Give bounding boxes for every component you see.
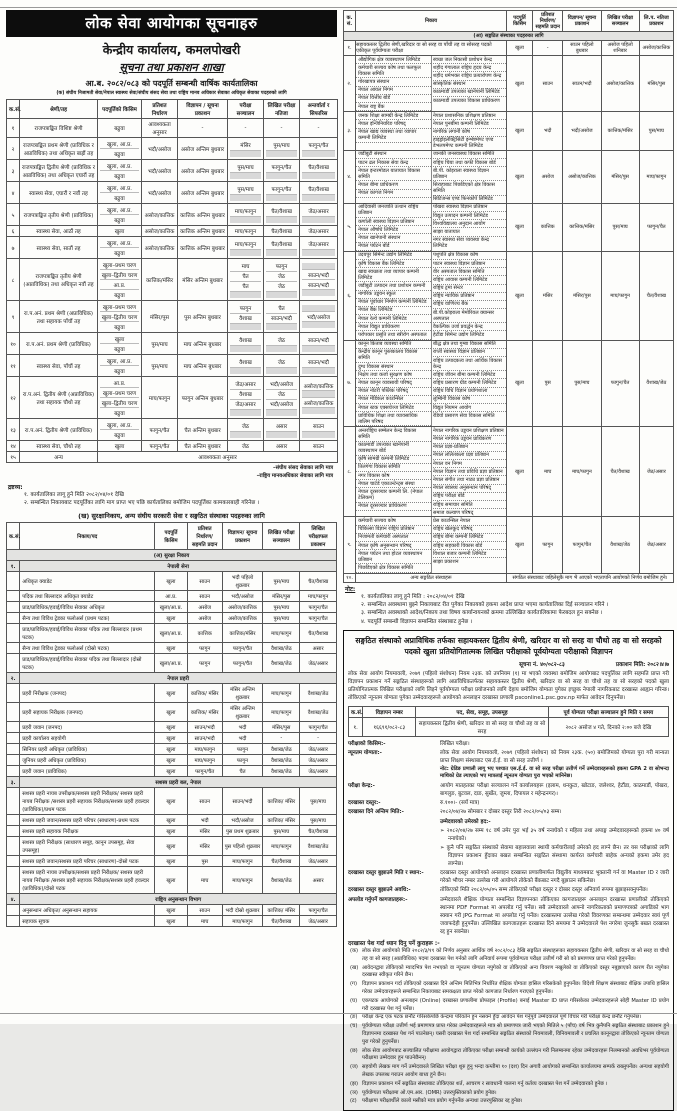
column-header: पद, सेवा, समूह, उपसमूह <box>416 706 548 717</box>
column-header: विज्ञापन नम्बर <box>363 706 416 717</box>
advert-row: १. १६६९१/०८२-८३ सहायकस्तर द्वितीय श्रेणी, खरिदार वा सो सरह वा चौथो तह वा सो सरह २०८२ असोज ४ गते, दिनको २:०० बजे देखि <box>349 717 669 736</box>
header-row <box>7 100 338 119</box>
column-header: लिखित परीक्षा सञ्चालन <box>263 523 300 550</box>
table-row: ८. अन्तर्राष्ट्रिय सम्मेलन केन्द्र विकास समिति काठमाडौं उपत्यका खानेपानी व्यवस्थापन बोर्ड कृषि सामग्री कम्पनी लिमिटेड तिलगंगा विकास समिति नगर विकास कोष नेपाल चार्टर्ड एकाउन्टेन्ट्स संस्था नेपाल दूरसञ्चार कम्पनी लि. (नेपाल टेलिकम) नेपाल दूरसञ्चार प्राधिकरण नेपाल नागरिक उड्डयन प्रशिक्षण प्रतिष्ठान नेपाल नागरिक उड्डयन प्राधिकरण नेपाल प्रज्ञा-प्रतिष्ठान नेपाल ललितकला प्रज्ञा प्रतिष्ठान नेपाल वन निगम नेपाल विज्ञान तथा प्रविधि प्रज्ञा प्रतिष्ठान नेपाल संगीत तथा नाट्य प्रज्ञा प्रतिष्ठान नेपाल स्वास्थ्य अनुसन्धान परिषद् राष्ट्रिय परीक्षा बोर्ड राष्ट्रिय समाचार समिति समाज कल्याण परिषद् खुला माघ माघ/फागुन चैत/वैशाख जेठ/असार <box>344 427 674 517</box>
table-row: ९. कर्मचारी सञ्चय कोष चिकित्सा विज्ञान राष्ट्रिय प्रतिष्ठान निजामती कर्मचारी अस्पताल नेपाल कृषि अनुसन्धान परिषद् नेपाल पर्यटन तथा होटल व्यवस्थापन प्रतिष्ठान पिछडिएको क्षेत्र विकास समिति प्रेस काउन्सिल नेपाल राष्ट्रिय खेलकुद परिषद् राष्ट्रिय बीमा कम्पनी लिमिटेड राष्ट्रिय सहकारी विकास बोर्ड विशाल बजार कम्पनी लिमिटेड साझा प्रकाशन खुला फागुन फागुन/चैत वैशाख/जेठ जेठ/असार <box>344 517 674 573</box>
table-row: ९ रा.प.अनं. प्रथम श्रेणी (अप्राविधिक) तथा सहायक पाँचौं तह खुला–प्रथम चरण खुला–द्वितीय चरण बढुवा मंसिर/पुस पुस अन्तिम बुधबार फागुन वैशाख चैत साउन/भदौ भदौ/असोज <box>7 301 338 333</box>
left-column <box>6 10 337 1111</box>
table-row: प्रहरी निरीक्षक (जनपद) खुला कात्तिक/ मंसिर मंसिर अन्तिम शुक्रबार माघ/फागुन वैशाख/जेठ <box>7 684 337 703</box>
column-header: लिखित परीक्षा नतिजा <box>264 100 300 119</box>
notice-details <box>348 740 669 937</box>
section-a-note: (क) संघीय निजामती सेवा/नेपाल स्वास्थ्य सेवा/संघीय संसद सेवा तथा राष्ट्रिय मानव अधिकार सेवाका अधिकृत सेवाका पदहरुको लागि <box>56 91 287 96</box>
table-row: १ राजपत्राङ्कित विशिष्ट श्रेणी बढुवा आवश्यकता अनुसार - - - - <box>7 119 338 138</box>
organized-institutions-table-c <box>343 10 674 583</box>
header-row <box>344 11 674 32</box>
table-row: सशस्त्र प्रहरी नायब उपरीक्षक/सशस्त्र प्रहरी निरीक्षक/ सशस्त्र प्रहरी नायब निरीक्षक /सशस्त्र प्रहरी सहायक निरीक्षक/सशस्त्र प्रहरी हवल्दार (प्राविधिक)/प्रथम पटक खुला साउन साउन/भदौ कात्तिक/ मंसिर पुस/माघ <box>7 788 337 815</box>
bottom-rule <box>0 1013 677 1014</box>
exam-notice-box <box>343 630 674 1111</box>
attention-item: (ग) विज्ञापन प्रकाशन गर्दा तोकिएको दरखास्त दिने अन्तिम मितिभित्र निर्धारित शैक्षिक योग्यता हासिल गरिसकेको हुनुपर्नेछ। विदेशी शिक्षण संस्थाबाट शैक्षिक उपाधि हासिल गरेका उम्मेदवारहरूले सम्बन्धित निकायबाट समकक्षता प्राप्त गरेको कागजात निर्धारण गराएको हुनुपर्नेछ। <box>350 981 669 996</box>
table-row: २. औद्योगिक क्षेत्र व्यवस्थापन लिमिटेड कर्मचारी सञ्चय कोष तथा फलफूल विकास समिति गोरखापत्र संस्थान नेपाल आयल निगम नेपाल वित्तीय बोर्ड नेपाल राष्ट्र बैंक स्वच्छ जल निकासी प्रशोधन केन्द्र शहीद गंगालाल राष्ट्रिय हृदय केन्द्र शहीद धर्मभक्त राष्ट्रिय प्रत्यारोपण केन्द्र सांस्कृतिक संस्थान काठमाडौं उपत्यका खानेपानी लिमिटेड काठमाडौं उपत्यका विकास प्राधिकरण खुला साउन साउन/भदौ असोज/कात्तिक मंसिर/पुस <box>344 56 674 112</box>
table-row: जुनियर प्रहरी अधिकृत (प्राविधिक) खुला माघ/फागुन फागुन वैशाख/जेठ जेठ/असार <box>7 755 337 766</box>
notice-title: सङ्गठित संस्थाको अप्राविधिक तर्फका सहायकस्तर द्वितीय श्रेणी, खरिदार वा सो सरह वा चौथो तह वा सो सरहको पदको खुला प्रतियोगितात्मक लिखित परीक्षाको पूर्वयोग्यता परीक्षाको विज्ञापन <box>355 636 662 657</box>
security-group-label: (अ) सुरक्षा निकाय <box>7 550 337 561</box>
notice-meta <box>348 660 669 668</box>
group-header-row: १. नेपाली सेना <box>7 561 337 572</box>
notes-c-title: नोट: <box>345 585 356 593</box>
attention-item: (घ) एकपटक आयोगको अनलाइन (Online) दरखास्त प्रणालीमा प्रोफाइल (Profile) बनाई Master ID प्राप्त गरिसकेका उम्मेदवारहरूले सोही Master ID प्रयोग गरी दरखास्त पेश गर्नु पर्नेछ। <box>350 997 669 1012</box>
attention-items <box>348 948 669 1106</box>
table-row: ६. उदयपुर सिमेन्ट उद्योग लिमिटेड कृषि विकास बैंक लिमिटेड खाद्य स्वच्छता तथा व्यापार कम्पनी लिमिटेड जडीबुटी उत्पादन तथा प्रशोधन कम्पनी नागरिक उड्डयन स्कुल नेपाल पूर्वाधार निर्माण कम्पनी लिमिटेड नेपाल बैंक लिमिटेड नेपाल रेल्वे कम्पनी लिमिटेड नेपाल विद्युत प्राधिकरण परोपकार प्रसूति तथा स्त्रीरोग अस्पताल पशुपति क्षेत्र विकास कोष पाटन स्वास्थ्य विज्ञान प्रतिष्ठान वीर अस्पताल विकास समिति राष्ट्रिय आवास कम्पनी लिमिटेड राष्ट्रिय ट्रमा सेन्टर राष्ट्रिय न्यायिक प्रतिष्ठान राष्ट्रिय वाणिज्य बैंक बी.पी.कोइराला मेमोरियल क्यान्सर अस्पताल वैकल्पिक उर्जा प्रवर्द्धन केन्द्र हेटौंडा सिमेन्ट उद्योग लिमिटेड खुला मंसिर मंसिर/पुस माघ/फागुन चैत/वैशाख <box>344 251 674 340</box>
table-row: अनुसन्धान अधिकृत/ अनुसन्धान सहायक खुला साउन भदौ दोस्रो शुक्रबार कात्तिक/ मंसिर फागुन/चैत <box>7 905 337 916</box>
table-row: ५ राजपत्राङ्कित तृतीय श्रेणी (प्राविधिक) खुला, आ.प्र. बढुवा असोज/कात्तिक कात्तिक अन्तिम बुधबार माघ/फागुन चैत/वैशाख जेठ/असार <box>7 204 338 226</box>
advertisement-table <box>348 706 669 737</box>
column-header: विज्ञापन / सूचना प्रकाशन <box>178 100 228 119</box>
table-row: २ राजपत्राङ्कित प्रथम श्रेणी (प्राविधिक र अप्राविधिक) तथा अधिकृत बाह्रौं तह खुला, आ.प्र. बढुवा भदौ/असोज असोज अन्तिम बुधबार मंसिर पुस/माघ फागुन/चैत <box>7 138 338 160</box>
table-row: ७ स्वास्थ्य सेवा, सातौं तह खुला, आ.प्र. बढुवा असोज/कात्तिक कात्तिक अन्तिम बुधबार माघ/फागुन चैत/वैशाख जेठ/असार <box>7 237 338 259</box>
notice-intro: लोक सेवा आयोग नियमावली, २०७९ (पहिलो संशोधन) नियम २३क. को उपनियम (१) मा भएको व्यवस्था बमोजिम आयोगबाट पदपूर्तिका लागि सहमति प्राप्त गरी विज्ञापन प्रकाशन गर्ने सङ्गठित संस्थाहरूको लागि अप्राविधिकतर्फका सहायकस्तर द्वितीय श्रेणी, खरिदार वा सो सरह वा चौथो तह वा सो सरहको पदको खुला प्रतियोगितात्मक लिखित परीक्षाको लागि लिइने पूर्वयोग्यता परीक्षा प्रयोजनको लागि देहाय बमोजिम योग्यता पुगेका इच्छुक नेपाली नागरिकबाट दरखास्त आह्वान गरिन्छ। तोकिएको न्यूनतम योग्यता पुगेका उम्मेदवारहरूले आयोगको अनलाइन दरखास्त प्रणाली psconline1.psc.gov.np मार्फत आवेदन दिनुपर्नेछ। <box>348 671 669 702</box>
table-row: ८ राजपत्राङ्कित तृतीय श्रेणी (अप्राविधिक) तथा अधिकृत नवौं तह खुला–प्रथम चरण खुला–द्वितीय चरण आ.प्र. बढुवा कात्तिक/मंसिर मंसिर अन्तिम बुधबार माघ चैत चैत फागुन जेठ जेठ साउन/भदौ साउन/भदौ <box>7 259 338 301</box>
detail-row: परीक्षाको किसिम:- लिखित परीक्षा। <box>348 740 470 747</box>
table-row: ११ स्वास्थ्य सेवा, पाँचौं तह खुला, आ.प्र. बढुवा पुस/माघ माघ अन्तिम बुधबार वैशाख जेठ साउन/भदौ <box>7 355 338 377</box>
column-header: लि.प. नतिजा प्रकाशन <box>639 11 673 32</box>
other-row: १०. अन्य सङ्गठित संस्थाहरू संगठित संस्थाबाट जहिलेसुकै माग भै आएको भएतापनि आयोगको निर्णय बमोजिम हुने। <box>344 573 674 582</box>
table-row: १४ स्वास्थ्य सेवा, चौथो तह खुला फागुन/चैत चैत अन्तिम बुधबार जेठ असार साउन <box>7 441 338 452</box>
column-header: श्रेणी/तह <box>20 100 98 119</box>
notice-number: सूचना नं. ४०/०८२-८३ <box>519 662 565 669</box>
table-row: प्रहरी सहायक निरीक्षक (जनपद) खुला कात्तिक/ मंसिर मंसिर अन्तिम शुक्रबार माघ/फागुन वैशाख/जेठ <box>7 703 337 722</box>
annual-schedule-table-a <box>6 99 338 463</box>
column-header: पूर्व योग्यता परीक्षा सञ्चालन हुने मिति र समय <box>548 706 668 717</box>
security-bodies-table-b <box>6 522 337 927</box>
attention-item: (च) पूर्वयोग्यता परीक्षा उत्तीर्ण भई प्रमाणपत्र प्राप्त गरेका उम्मेदवारहरूले मात्र सो प्रमाणपत्र जारी भएको मितिले ५ (पाँच) वर्ष भित्र कुनैपनि सङ्गठित संस्थाबाट प्रकाशन हुने विज्ञापनमा दरखास्त पेश गर्न पाउनेछन्। यसरी दरखास्त पेश गर्दा सम्बन्धित सङ्गठित संस्थाको नियमावली, विनियमावली र प्रचलित कानूनद्वारा तोकिएको न्यूनतम योग्यता पुरा गरेको हुनुपर्नेछ। <box>350 1023 669 1045</box>
section-b-title: (ख) सुरक्षानिकाय, अन्य संघीय सरकारी सेवा र सङ्गठित संस्थाका पदहरुका लागि <box>78 512 265 521</box>
table-row: १५ अन्य आवश्यकता अनुसार <box>7 452 338 463</box>
column-header: प्रतिशत निर्धारण/ सहमति प्रदान <box>187 523 222 550</box>
attention-item: (क) लोक सेवा आयोगको मिति २०८२/३/११ को निर्णय अनुसार आर्थिक वर्ष २०८२/०८३ देखि सङ्गठित संस्थाहरूका सहायकस्तर द्वितीय श्रेणी, खरिदार वा सो सरह वा चौथो तह वा सो सरह (अप्राविधिक) पदमा दरखास्त पेश गर्नको लागि अनिवार्य रूपमा पूर्वयोग्यता परीक्षा उत्तीर्ण गरी सो को प्रमाणपत्र प्राप्त गरेको हुनुपर्नेछ। <box>350 948 669 962</box>
office-title: केन्द्रीय कार्यालय, कमलपोखरी <box>102 42 241 57</box>
schedule-subtitle: आ.ब. २०८२/०८३ को पदपूर्ति सम्बन्धी वार्षिक कार्यतालिका <box>85 79 258 88</box>
table-row: पदिक तथा बिल्लादार अधिकृत क्याडेट आ.प्र. साउन भदौ/असोज मंसिर/पुस माघ/फागुन <box>7 591 337 602</box>
group-header-row: ४. राष्ट्रिय अनुसन्धान विभाग <box>7 894 337 905</box>
column-header: विज्ञापन/ सूचना प्रकाशन <box>563 11 601 32</box>
attention-item: (ख) आवेदनद्वारा तोकिएको म्यादभित्र पेश नभएको वा न्यूनतम योग्यता नपुगेको वा तोकिएको अन्य विवरण नखुलेको वा तोकिएको दस्तुर नबुझाएको कारण रीत नपुगेका दरखास्त स्वीकृत गरिने छैन। <box>350 964 669 979</box>
table-row: सशस्त्र प्रहरी जवान/सशस्त्र प्रहरी परिचर (साधारण)-प्रथम पटक खुला भदौ भदौ/असोज कात्तिक/ मंसिर पुस/माघ <box>7 815 337 826</box>
table-a-footnotes: –संघीय संसद सेवाका लागि मात्र –राष्ट्रिय मानवअधिकार सेवाका लागि मात्र <box>256 465 333 479</box>
column-header: अन्तर्वार्ता र सिफारिस <box>300 100 338 119</box>
attention-item: (झ) विज्ञापन प्रकाशन गर्ने सङ्गठित संस्थाबाट तोकिएका शर्त, आचरण र सावधानी पालना गर्नु कर्तव्य दरखास्त पेश गर्ने उम्मेदवारको हुनेछ । <box>350 1080 608 1087</box>
column-header: क. सं. <box>344 11 356 32</box>
detail-row: दरखास्त दस्तुर:- रु.१००।- (सयँ मात्र) <box>348 800 480 807</box>
top-rule <box>0 7 677 8</box>
column-header: पदपूर्ति किसिम <box>155 523 188 550</box>
column-header: लिखित परीक्षा सञ्चालन <box>601 11 639 32</box>
table-row: प्रहरी कार्यालय सहयोगी खुला साउन/भदौ भदौ - - <box>7 733 337 744</box>
attention-title: दरखास्त पेश गर्दा ध्यान दिनु पर्ने कुराहरू :- <box>348 941 440 948</box>
attention-item: (ङ) परीक्षा केन्द्र एक पटक छनौट गरिसकेपछि केन्द्रमा परिवर्तन हुन नसक्ने हुँदा आवेदन पेश गर्नुपूर्व उम्मेदवारले पूर्ण विचार गरी परीक्षा केन्द्र छनौट गर्नुपर्नेछ। <box>350 1014 642 1021</box>
column-header: पदपूर्तिको किसिम <box>98 100 142 119</box>
publication-date: प्रकाशन मिति: २०८२।४।७ <box>615 662 669 669</box>
column-header: विज्ञापन/ सूचना प्रकाशन <box>222 523 263 550</box>
column-header: क.सं. <box>7 100 20 119</box>
table-row: सहायक सूचक खुला माघ माघ/फागुन चैत/वैशाख जेठ/असार <box>7 916 337 927</box>
table-row: सैन्य तथा विविध ट्रेडका फलोअर्स (प्रथम पटक) खुला असोज असोज/कात्तिक पुस/माघ फागुन/चैत <box>7 613 337 624</box>
notes-c: नोट: १. कार्यतालिका लागू हुने मिति : २०८२/०४/०१ देखि २. सम्बन्धित अवस्थामा बुझ्ने निकायबाट रीत पुगेका निकायको हकमा आदेश प्राप्त भएमा कार्यतालिका दिई सञ्चालन गरिने । ३. सम्बन्धित अवस्थाको आदेश/निकाय तथा विषय कार्यान्वयनको क्रममा उल्लिखित कार्यतालिकामा फेरबदल हुन सक्नेछ । ४. पदपूर्ति सम्बन्धी विज्ञापन सम्बन्धित संस्थाबाट हुनेछ । <box>345 585 609 625</box>
detail-row: दरखास्त दिने अन्तिम मिति:- २०८२/०४/२७ सोमबार र दोब्बर दस्तुर तिरी २०८२/०५/०३ सम्म। <box>348 809 562 816</box>
detail-row: उम्मेदवारको उमेरको हद:- ➢ २०८२/०४/२७ सम्म १८ वर्ष उमेर पुरा भई ३५ वर्ष ननाघेको र महिला तथा अपाङ्ग उम्मेदवारहरूको हकमा ४० वर्ष ननाघेको। ➢ कुनै पनि सङ्गठित संस्थाको सेवामा बहालवाला स्थायी कर्मचारीलाई उमेरको हद लाग्ने छैन। तर यस परीक्षाको लागि विज्ञापन प्रकाशन हुँदाका बखत सम्बन्धित सङ्गठित संस्थामा कार्यरत कर्मचारी बाहेक अन्यको हकमा उमेर हद लाग्नेछ। <box>440 818 669 868</box>
table-row: सैन्य तथा विविध ट्रेडका फलोअर्स (दोस्रो पटक) खुला फागुन फागुन/चैत वैशाख/जेठ असार <box>7 643 337 654</box>
table-row: ४. जडीबुटी संस्थान पाटन ढल निकास सेवा केन्द्र नेपाल इन्टरमोडल यातायात विकास समिति नेपाल बीमा प्राधिकरण नेपाल कागज निगम जानकी जनस्वास्थ्य विकास समिति राष्ट्रिय चिया तथा कफी विकास बोर्ड बी.पी. कोइराला स्वास्थ्य विज्ञान प्रतिष्ठान सिराहाबाट पिछडिएको क्षेत्र विकास समिति सिटिजन्स एण्ड फिनकोर्प लिमिटेड खुला असोज असोज/कात्तिक मंसिर/पुस माघ/फागुन <box>344 150 674 203</box>
notes-a: द्रष्टव्य: १. कार्यतालिका लागू हुने मिति २०८२/०४/०१ देखि २. सम्बन्धित निकायबाट पदपूर्तिका लागि माग प्राप्त भए पछि कार्यतालिका बमोजिम पदपूर्तिका कामकारबाही गरिनेछ । <box>8 483 260 506</box>
column-header: निकाय <box>356 11 507 32</box>
table-row: ६ स्वास्थ्य सेवा, आठौं तह खुला असोज/कात्तिक कात्तिक अन्तिम बुधबार माघ/फागुन चैत/वैशाख जेठ/असार <box>7 226 338 237</box>
column-header: प्रतिशत निर्धारण/ सहमति प्रदान <box>533 11 563 32</box>
table-row: सशस्त्र प्रहरी जवान/सशस्त्र प्रहरी परिचर (साधारण)-दोस्रो पटक खुला पुस माघ/फागुन चैत/वैशाख जेठ/असार <box>7 856 337 867</box>
table-row: ७. कानून किताब व्यवस्था समिति केन्द्रीय कानून पुस्तकालय विकास समिति दुग्ध विकास संस्थान निक्षेप तथा कर्जा सुरक्षण कोष नेपाल कानून व्यवसायी परिषद् नेपाल नोटरी पब्लिक परिषद् नेपाल मेडिकल काउन्सिल नेपाल स्टक एक्सचेञ्ज लिमिटेड प्राविधिक शिक्षा तथा व्यावसायिक तालिम परिषद बौद्ध क्षेत्र तथा गुम्बा विकास समिति राप्ती स्वास्थ्य विज्ञान प्रतिष्ठान राष्ट्रिय उत्पादकत्व तथा आर्थिक विकास केन्द्र राष्ट्रिय जीवन बीमा कम्पनी लिमिटेड राष्ट्रिय प्रसारण ग्रीड कम्पनी लिमिटेड राष्ट्रिय विधि विज्ञान प्रयोगशाला लुम्बिनी विकास कोष विद्युत नियमन आयोग रेडियो प्रसारण सेवा विकास समिति खुला पुस पुस/माघ फागुन/चैत वैशाख/जेठ <box>344 340 674 427</box>
org-group-label: (आ) सङ्गठित संस्थाका पदहरुका लागि <box>344 32 674 41</box>
table-row: प्राड/प्राविधिक/हवाई/विविध सेवाका पदिक तथा बिल्लादार (दोस्रो पटक) खुला/आ.प्र. फागुन फागुन/चैत वैशाख/जेठ जेठ/असार <box>7 654 337 673</box>
column-header: क.सं. <box>7 523 20 550</box>
table-row: सशस्त्र प्रहरी सहायक निरीक्षक खुला मंसिर पुस प्रथम शुक्रबार पुस/माघ चैत/वैशाख <box>7 826 337 837</box>
detail-row: दरखास्त दस्तुर बुझाउने अवधि:- तोकिएको मिति २०८२/०५/०५ सम्म तोकिएको परीक्षा दस्तुर र दोब्बर दस्तुर अनिवार्य रूपमा बुझाइसक्नुपर्नेछ। <box>348 887 648 894</box>
table-row: १० रा.प.अनं. प्रथम श्रेणी (प्राविधिक) खुला बढुवा पुस/माघ माघ अन्तिम बुधबार वैशाख जेठ साउन/भदौ <box>7 333 338 355</box>
column-header: पदपूर्ति किसिम <box>506 11 532 32</box>
table-row: ४ स्वास्थ्य सेवा, एघारौं र नवौं तह खुला, आ.प्र. बढुवा भदौ/असोज असोज अन्तिम बुधबार पुस/माघ फागुन/चैत चैत/वैशाख <box>7 182 338 204</box>
table-row: ३ राजपत्राङ्कित द्वितीय श्रेणी (प्राविधिक र अप्राविधिक) तथा अधिकृत एघारौं तह खुला, आ.प्र. बढुवा भदौ/असोज असोज अन्तिम बुधबार पुस/माघ फागुन/चैत चैत/वैशाख <box>7 160 338 182</box>
notes-a-title: द्रष्टव्य: <box>8 483 23 491</box>
table-row: प्राड/प्राविधिक/हवाई/विविध सेवाका अधिकृत खुला/आ.प्र. असोज असोज/कात्तिक पुस/माघ फागुन/चैत <box>7 602 337 613</box>
table-row: प्रहरी जवान (जनपद) खुला साउन/भदौ भदौ मंसिर/पुस फागुन/चैत <box>7 722 337 733</box>
attention-item: (ञ) पूर्वयोग्यता परीक्षामा ओ.एम.आर. (OMR) उत्तरपुस्तिकाको प्रयोग हुनेछ। <box>350 1089 497 1096</box>
right-column <box>343 10 674 1111</box>
group-header-row: ३. सशस्त्र प्रहरी बल, नेपाल <box>7 777 337 788</box>
table-row: सशस्त्र प्रहरी निरीक्षक (साधारण समूह, कानून उपसमूह, सेवा उपसमूह) खुला मंसिर पुस पहिलो शुक्रबार माघ/फागुन वैशाख/जेठ <box>7 837 337 856</box>
table-row: १२ रा.प.अनं. द्वितीय श्रेणी (अप्राविधिक) तथा सहायक चौथो तह आ.प्र. खुला–प्रथम चरण खुला–द्वितीय चरण बढुवा माघ/फागुन फागुन अन्तिम बुधबार जेठ/असार वैशाख जेठ/असार भदौ/असोज जेठ भदौ/असोज असोज/कात्तिक असोज/कात्तिक <box>7 377 338 419</box>
table-row: १. सहायकस्तर द्वितीय श्रेणी,खरिदार वा सो सरह वा पाँचौं तह वा सोसरह पदको एकीकृत पूर्वयोग्यता परीक्षा खुला - साउन पहिलो बुधबार असोज पहिलो शनिबार असोज/कात्तिक <box>344 41 674 56</box>
attention-item: (छ) लोक सेवा आयोगबाट सञ्चालित परीक्षामा आयोगद्वारा तोकिएका परीक्षा सम्बन्धी कार्यको उल्लंघन गरी निलम्बनमा रहेका उम्मेदवारहरू निलम्बनको अवधिभर पूर्वयोग्यता परीक्षामा उम्मेदवार हुन पाउनेछैनन्। <box>350 1047 669 1062</box>
group-header-row: २. नेपाल प्रहरी <box>7 673 337 684</box>
table-row: ५. आदिवासी जनजाति उत्थान राष्ट्रिय प्रतिष्ठान कर्णाली स्वास्थ्य विज्ञान प्रतिष्ठान नेपाल औषधि लिमिटेड नेपाल खानेपानी संस्थान नेपाल पर्यटन बोर्ड पोखरा स्वास्थ्य विज्ञान प्रतिष्ठान विद्युत उत्पादन कम्पनी लिमिटेड विश्वविद्यालय अनुदान आयोग साझा यातायात नगर स्वास्थ्य सेवा व्यवस्था केन्द्र लिमिटेड खुला कात्तिक कात्तिक/मंसिर पुस/माघ फागुन/चैत <box>344 203 674 251</box>
branch-title: सूचना तथा प्रकाशन शाखा <box>119 61 224 74</box>
column-header: निकाय/पद <box>20 523 155 550</box>
table-row: अधिकृत क्याडेट खुला साउन भदौ पहिलो शुक्रबार पुस/माघ चैत/वैशाख <box>7 572 337 591</box>
detail-row: दरखास्त दस्तुर बुझाउने मिति र स्थान:- दरखास्त दस्तुर आयोगको अनलाइन दरखास्त प्रणालीमार्फत विद्युतीय माध्यमबाट भुक्तानी गर्न वा Master ID र जारी गरेको भौचर नम्बर उल्लेख गरी आयोगले तोकेको बैंकबाट नगदै बुझाउन सकिनेछ। <box>348 870 669 885</box>
table-row: प्राड/प्राविधिक/हवाई/विविध सेवाका पदिक तथा बिल्लादार (प्रथम पटक) खुला/आ.प्र. कात्तिक कात्तिक/मंसिर माघ/फागुन चैत/वैशाख <box>7 624 337 643</box>
column-header: प्रतिशत निर्धारण <box>142 100 178 119</box>
table-row: ३. जनक शिक्षा सामग्री केन्द्र लिमिटेड नेपाल इन्जिनियरिङ परिषद् नेपाल खाद्य व्यवस्था तथा व्यापार कम्पनी लिमिटेड नेपाल प्रशासनिक प्रशिक्षण प्रतिष्ठान नेपाल पुनर्बीमा कम्पनी लिमिटेड नागरिक लगानी कोष हाइड्रोइलेक्ट्रिसिटी इन्भेष्टमेण्ट एण्ड डेभलपमेण्ट कम्पनी लिमिटेड खुला भदौ भदौ/असोज कात्तिक/मंसिर पुस/माघ <box>344 112 674 151</box>
attention-item: (ट) परीक्षामा परीक्षार्थीले कालो मसीको मात्र प्रयोग गर्नुपर्नेछ अन्यथा उत्तरपुस्तिका रद्द हुनेछ। <box>350 1098 523 1105</box>
table-row: प्रहरी जवान (प्राविधिक) खुला फागुन/चैत चैत वैशाख/जेठ जेठ/असार <box>7 766 337 777</box>
attention-item: (ज) सहयोगी लेखक माग गर्ने उम्मेदवारले लिखित परीक्षा शुरु हुनु भन्दा कम्तीमा १० (दश) दिन अगावै आयोगको सम्बन्धित कार्यालयमा सम्पर्क राख्नुपर्नेछ। अन्यथा सहयोगी लेखक उपलब्ध गराउन आयोग बाध्य हुने छैन। <box>350 1064 669 1079</box>
column-header: क.सं. <box>349 706 363 717</box>
table-row: सिनियर प्रहरी अधिकृत (प्राविधिक) खुला माघ/फागुन फागुन वैशाख/जेठ जेठ/असार <box>7 744 337 755</box>
detail-row: न्यूनतम योग्यता:- लोक सेवा आयोग नियमावली, २०७९ (पहिलो संशोधन) को नियम २३क. (५०) बमोजिमको योग्यता पुरा गरी मान्यता प्राप्त शिक्षण संस्थाबाट एस.ई.ई. वा सो सरह उत्तीर्ण । नोट: ग्रेडिङ प्रणाली लागू भए पश्चात एस.ई.ई. वा सो सरह परीक्षा उत्तीर्ण गर्ने उम्मेदवारहरूको हकमा GPA 2 वा सोभन्दा माथिको ग्रेड ल्याएको भए मात्रलाई न्यूनतम योग्यता पुरा भएको मानिनेछ। <box>348 749 669 780</box>
detail-row: परीक्षा केन्द्र:- आयोग मातहतका परीक्षा सञ्चालन गर्ने कार्यालयहरू (इलाम, धनकुटा, खोटाङ, जलेश्वर, हेटौंडा, काठमाडौं, पोखरा, बागलुङ, बुटवल, दाङ, सुर्खेत, जुम्ला, दिपायल र महेन्द्रनगर)। <box>348 783 669 798</box>
detail-row: अपलोड गर्नुपर्ने कागजातहरू:- उम्मेदवारले शैक्षिक योग्यता सम्बन्धित विज्ञापनका तोकिएका कागजातहरू अनलाइन दरखास्त प्रणालीको तोकिएको स्थानमा PDF Format मा अपलोड गर्नु पर्नेछ। सबै उम्मेदवारले आफ्नो नागरिकताको प्रमाणपत्रको अगाडिको भाग स्क्यान गरी JPG Format मा अपलोड गर्नु पर्नेछ। दरखास्तमा उल्लेख गरेको विवरणका सम्बन्धमा उम्मेदवार स्वयं पूर्ण जवाफदेही हुनुपर्नेछ। उल्लिखित कागजातहरू दरखास्त दिने समयमा नै उम्मेदवारले पेश नगरेमा जुनसुकै बखत दरखास्त रद्द हुन सक्नेछ। <box>348 896 669 935</box>
column-header: परीक्षा सञ्चालन <box>228 100 264 119</box>
table-row: सशस्त्र प्रहरी नायब उपरीक्षक/सशस्त्र प्रहरी निरीक्षक/ सशस्त्र प्रहरी नायब निरीक्षक /सशस्त्र प्रहरी सहायक निरीक्षक/सशस्त्र प्रहरी हवल्दार (प्राविधिक)/दोस्रो पटक खुला माघ माघ/फागुन वैशाख/जेठ असार <box>7 867 337 894</box>
page-title: लोक सेवा आयोगका सूचनाहरु <box>6 10 337 37</box>
header-row <box>7 523 337 550</box>
header-row <box>349 706 669 717</box>
table-row: १३ रा.प.अनं. द्वितीय श्रेणी (प्राविधिक) खुला, आ.प्र. बढुवा फागुन/चैत चैत अन्तिम बुधबार जेठ असार साउन <box>7 419 338 441</box>
column-header: लिखित परीक्षाफल प्रकाशन <box>300 523 337 550</box>
